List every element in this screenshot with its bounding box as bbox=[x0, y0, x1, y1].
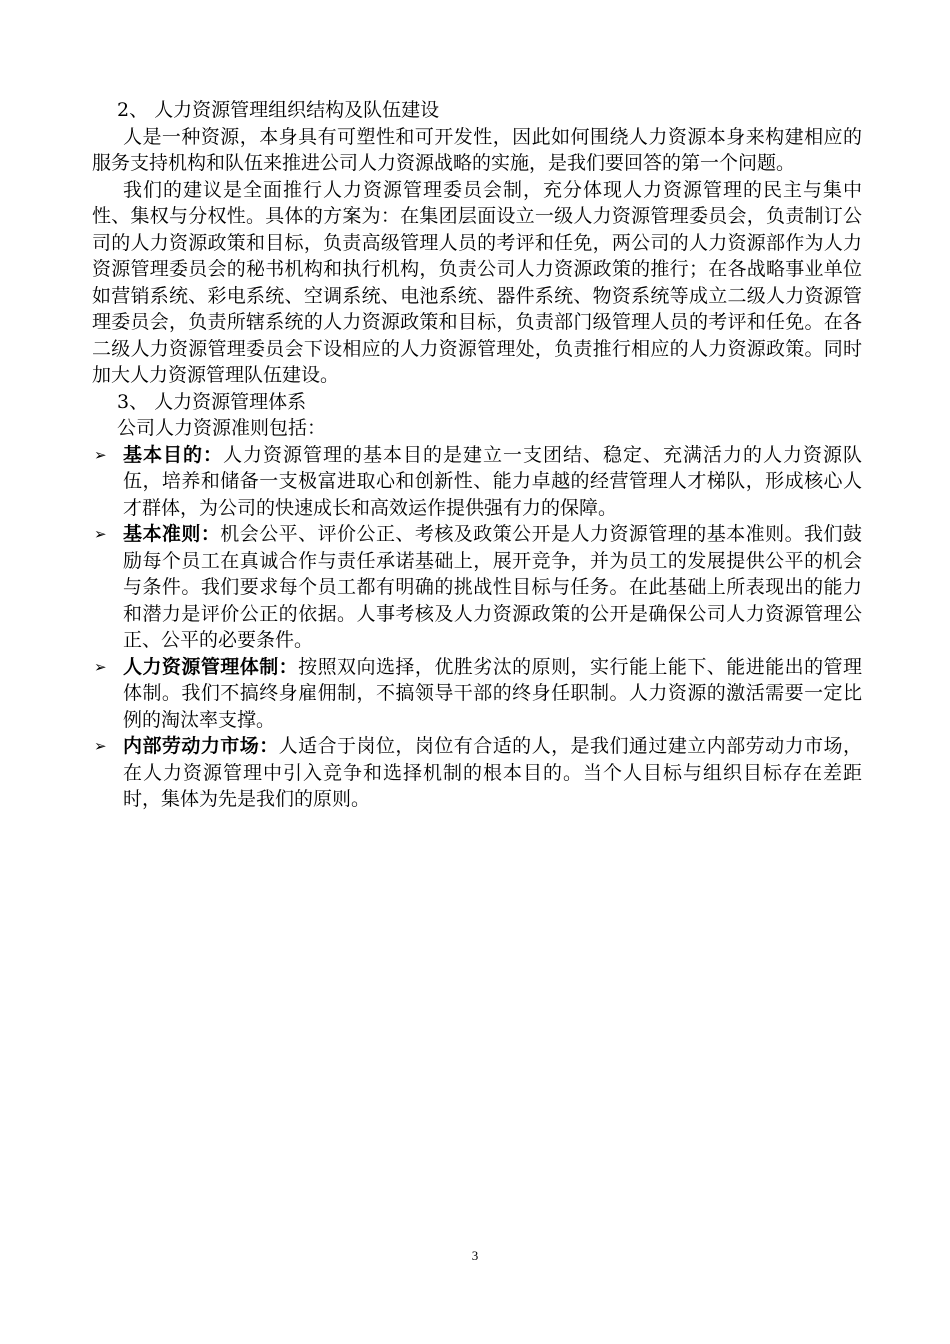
paragraph-1: 人是一种资源，本身具有可塑性和可开发性，因此如何围绕人力资源本身来构建相应的服务支持机构和队伍来推进公司人力资源战略的实施，是我们要回答的第一个问题。 bbox=[92, 125, 862, 174]
bullet-item-basic-principles bbox=[92, 521, 862, 654]
bullet-text: 人力资源管理的基本目的是建立一支团结、稳定、充满活力的人力资源队伍，培养和储备一支极富进取心和创新性、能力卓越的经营管理人才梯队，形成核心人才群体，为公司的快速成长和高效运作提供强有力的保障。 bbox=[123, 443, 862, 519]
bullet-text: 机会公平、评价公正、考核及政策公开是人力资源管理的基本准则。我们鼓励每个员工在真诚合作与责任承诺基础上，展开竞争，并为员工的发展提供公平的机会与条件。我们要求每个员工都有明确的挑战性目标与任务。在此基础上所表现出的能力和潜力是评价公正的依据。人事考核及人力资源政策的公开是确保公司人力资源管理公正、公平的必要条件。 bbox=[123, 523, 862, 651]
bullet-text: 人适合于岗位，岗位有合适的人，是我们通过建立内部劳动力市场，在人力资源管理中引入竞争和选择机制的根本目的。当个人目标与组织目标存在差距时，集体为先是我们的原则。 bbox=[123, 735, 862, 810]
section-2-heading: 2、 人力资源管理组织结构及队伍建设 bbox=[117, 99, 440, 121]
arrow-bullet-icon: ➢ bbox=[94, 525, 107, 543]
bullet-term: 基本准则： bbox=[123, 523, 221, 545]
section-3-heading: 3、 人力资源管理体系 bbox=[117, 390, 307, 413]
bullet-text: 按照双向选择，优胜劣汰的原则，实行能上能下、能进能出的管理体制。我们不搞终身雇佣制，不搞领导干部的终身任职制。人力资源的激活需要一定比例的淘汰率支撑。 bbox=[123, 655, 862, 731]
bullet-item-internal-labor-market bbox=[92, 733, 862, 813]
principles-intro: 公司人力资源准则包括： bbox=[117, 417, 327, 439]
bullet-item-management-system bbox=[92, 654, 862, 734]
arrow-bullet-icon: ➢ bbox=[94, 657, 107, 676]
paragraph-2: 我们的建议是全面推行人力资源管理委员会制，充分体现人力资源管理的民主与集中性、集权与分权性。具体的方案为：在集团层面设立一级人力资源管理委员会，负责制订公司的人力资源政策和目标，负责高级管理人员的考评和任免，两公司的人力资源部作为人力资源管理委员会的秘书机构和执行机构，负责公司人力资源政策的推行；在各战略事业单位如营销系统、彩电系统、空调系统、电池系统、器件系统、物资系统等成立二级人力资源管理委员会，负责所辖系统的人力资源政策和目标，负责部门级管理人员的考评和任免。在各二级人力资源管理委员会下设相应的人力资源管理处，负责推行相应的人力资源政策。同时加大人力资源管理队伍建设。 bbox=[92, 178, 862, 386]
bullet-item-basic-purpose bbox=[92, 442, 862, 522]
page-number: 3 bbox=[471, 1248, 479, 1263]
arrow-bullet-icon: ➢ bbox=[94, 737, 107, 755]
bullet-term: 人力资源管理体制： bbox=[123, 655, 299, 678]
bullet-term: 基本目的： bbox=[123, 443, 223, 466]
bullet-term: 内部劳动力市场： bbox=[123, 735, 279, 757]
arrow-bullet-icon: ➢ bbox=[94, 445, 107, 464]
page-body bbox=[92, 97, 862, 813]
